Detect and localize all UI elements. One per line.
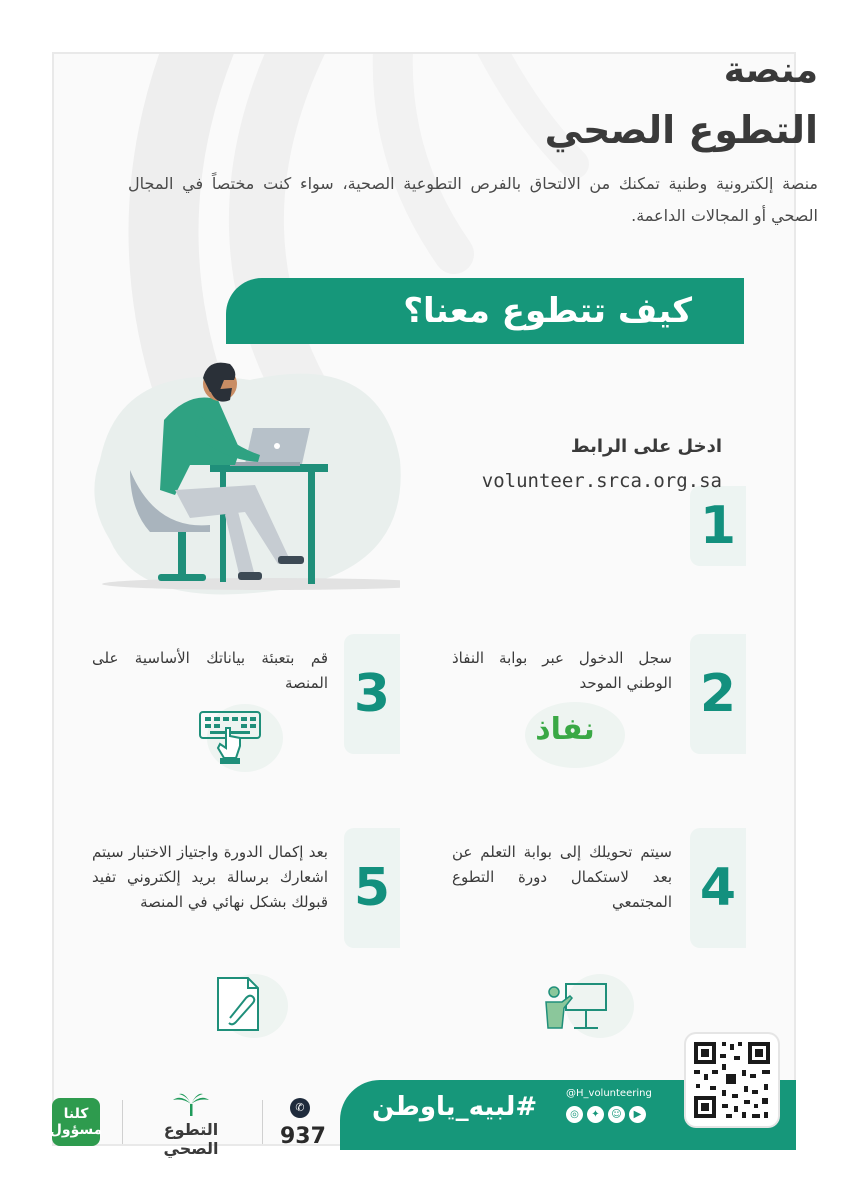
- volunteer-illustration: [40, 300, 400, 600]
- logo-divider-2: [262, 1100, 263, 1144]
- qr-code-pattern: [686, 1034, 778, 1126]
- youtube-icon[interactable]: ▶: [629, 1106, 646, 1123]
- phone-number[interactable]: 937: [280, 1124, 326, 1149]
- logo-divider-1: [122, 1100, 123, 1144]
- how-to-volunteer-label: كيف تتطوع معنا؟: [403, 291, 692, 331]
- kulna-logo-line2: مسؤول: [49, 1122, 103, 1138]
- step-4-text: سيتم تحويلك إلى بوابة التعلم عن بعد لاستكمال دورة التطوع المجتمعي: [452, 843, 672, 911]
- presentation-board-icon: [540, 970, 640, 1040]
- step-3-text: قم بتعبئة بياناتك الأساسية على المنصة: [92, 649, 328, 692]
- step-4-number: 4: [690, 828, 746, 948]
- hashtag: #لبيه_ياوطن: [372, 1092, 538, 1122]
- palm-tree-icon: [171, 1092, 211, 1116]
- step-1-label: ادخل على الرابط: [570, 436, 722, 457]
- step-5-number: 5: [344, 828, 400, 948]
- social-handle[interactable]: @H_volunteering: [566, 1088, 652, 1099]
- qr-code[interactable]: [686, 1034, 778, 1126]
- step-1-number: 1: [690, 486, 746, 566]
- keyboard-icon: [190, 700, 290, 772]
- platform-description: منصة إلكترونية وطنية تمكنك من الالتحاق بالفرص التطوعية الصحية، سواء كنت مختصاً في المجال الصحي أو المجالات الداعمة.: [128, 174, 818, 225]
- social-icons: [566, 1106, 646, 1123]
- step-3-number: 3: [344, 634, 400, 754]
- nafath-logo: نفاذ: [535, 712, 595, 747]
- step-2-text: سجل الدخول عبر بوابة النفاذ الوطني الموحد: [452, 649, 672, 692]
- twitter-icon[interactable]: ✦: [587, 1106, 604, 1123]
- step-2-number: 2: [690, 634, 746, 754]
- step-5-text: بعد إكمال الدورة واجتياز الاختبار سيتم اشعارك برسالة بريد إلكتروني تفيد قبولك بشكل نهائي في المنصة: [92, 843, 328, 911]
- page-title-line2: التطوع الصحي: [544, 108, 818, 152]
- kulna-logo-line1: كلنا: [63, 1106, 89, 1122]
- page-title-line1: منصة: [723, 50, 818, 91]
- phone-icon: ✆: [290, 1098, 310, 1118]
- health-volunteering-logo-text: التطوع الصحي: [163, 1120, 219, 1158]
- kulna-masool-logo: [49, 1098, 103, 1146]
- instagram-icon[interactable]: ◎: [566, 1106, 583, 1123]
- health-volunteering-logo: [138, 1092, 244, 1158]
- snapchat-icon[interactable]: ☺: [608, 1106, 625, 1123]
- document-clip-icon: [210, 970, 300, 1040]
- volunteer-link[interactable]: volunteer.srca.org.sa: [481, 470, 722, 492]
